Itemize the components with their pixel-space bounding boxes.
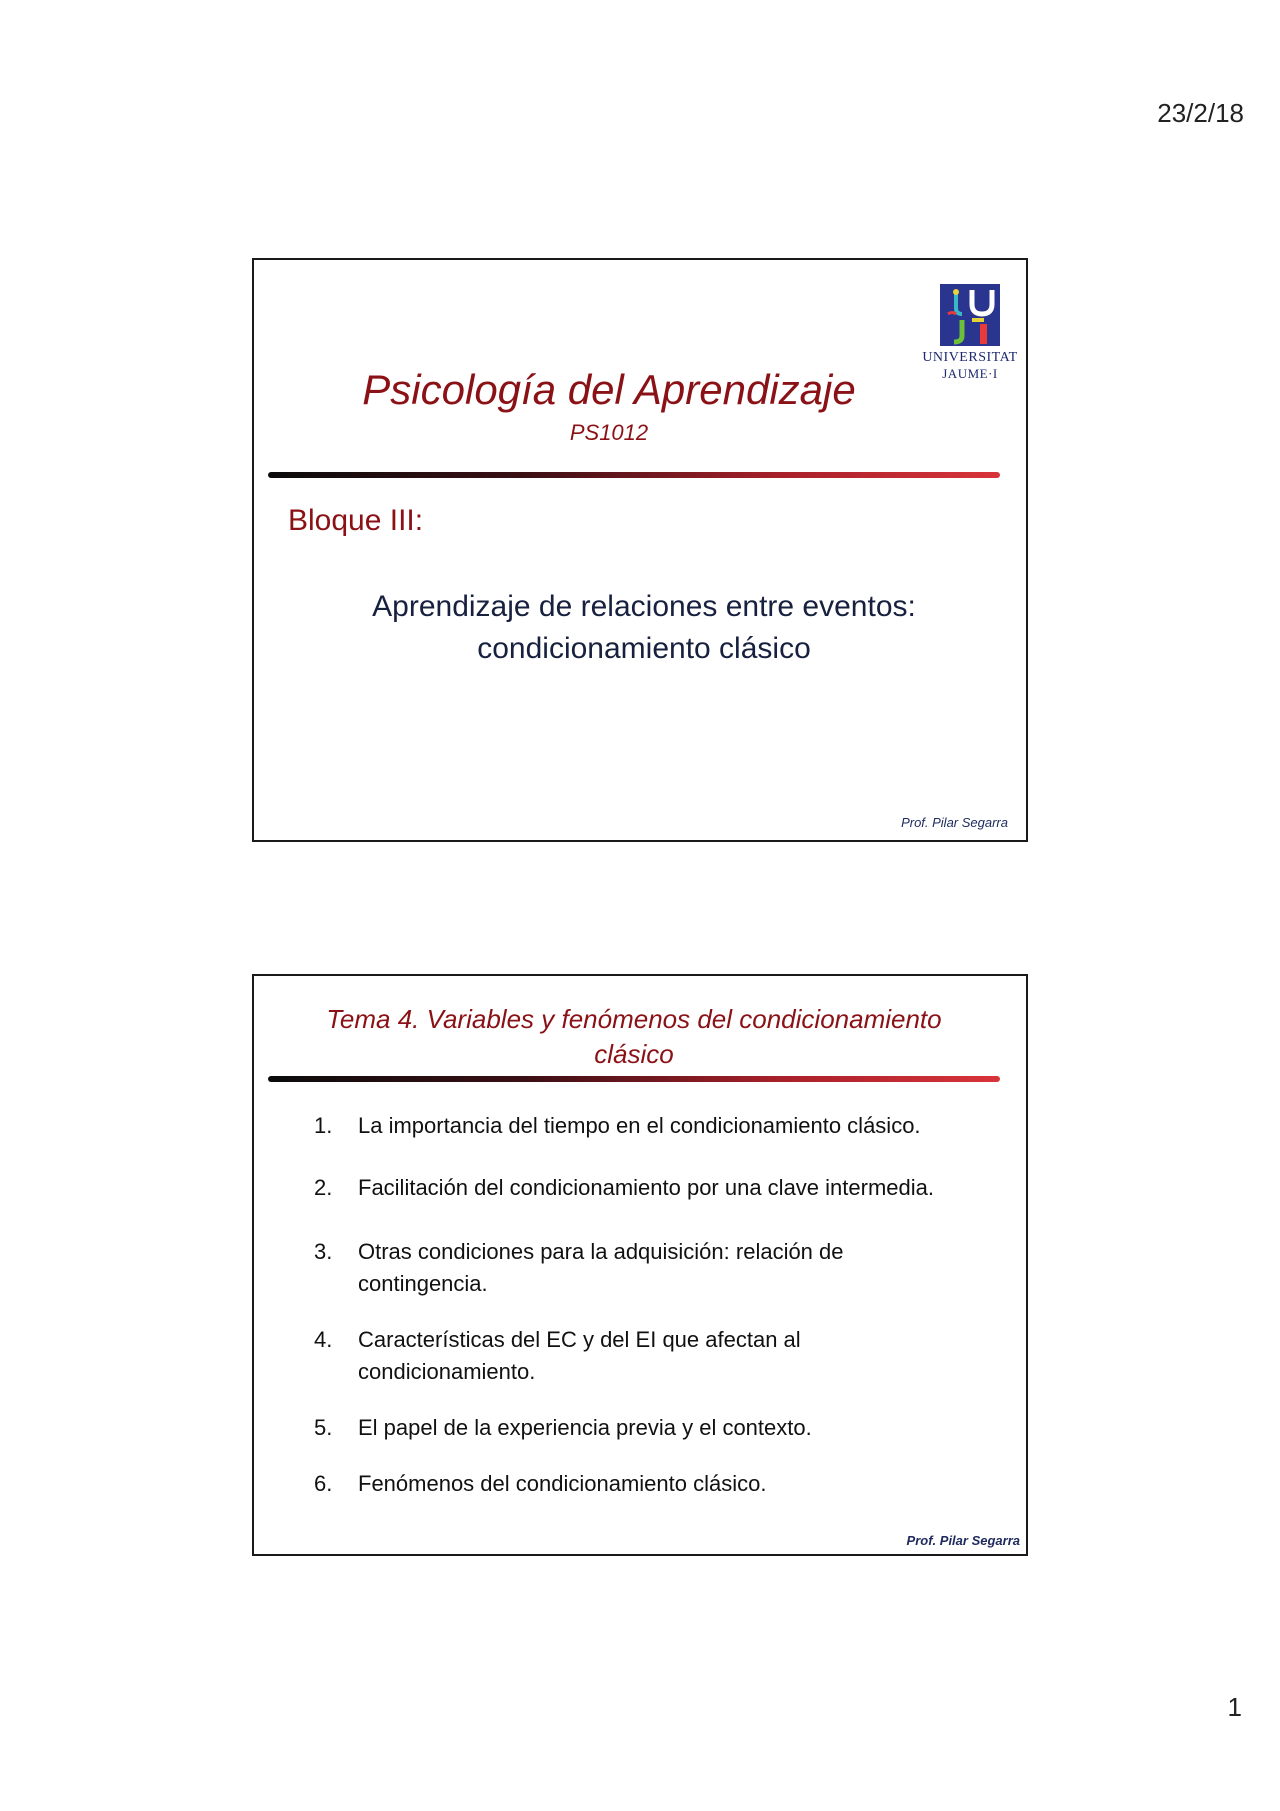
topic-number: 5.: [314, 1415, 333, 1440]
topic-item: [314, 1110, 994, 1142]
topic-text: Otras condiciones para la adquisición: relación de contingencia.: [358, 1239, 844, 1296]
author-credit: Prof. Pilar Segarra: [906, 1533, 1020, 1548]
topic-item: [314, 1468, 994, 1500]
topic-number: 1.: [314, 1113, 333, 1138]
university-logo-icon: [920, 284, 1020, 350]
topic-number: 4.: [314, 1327, 333, 1352]
page-date: 23/2/18: [1157, 98, 1244, 128]
topic-item: [314, 1412, 994, 1444]
topic-text: El papel de la experiencia previa y el contexto.: [358, 1415, 812, 1440]
topic-text: La importancia del tiempo en el condicionamiento clásico.: [358, 1113, 921, 1138]
course-code: PS1012: [569, 420, 649, 445]
tema-title: [294, 1002, 974, 1072]
logo-text-line2: JAUME·I: [942, 366, 998, 381]
topic-number: 6.: [314, 1471, 333, 1496]
slide-title: [252, 258, 1028, 842]
main-title: Psicología del Aprendizaje: [362, 366, 856, 413]
page-number: 1: [1227, 1692, 1242, 1722]
topic-text: Facilitación del condicionamiento por una clave intermedia.: [358, 1175, 934, 1200]
logo-text-line1: UNIVERSITAT: [922, 350, 1018, 365]
block-subtitle-line2: condicionamiento clásico: [477, 632, 811, 665]
topic-text: Fenómenos del condicionamiento clásico.: [358, 1471, 767, 1496]
topic-number: 3.: [314, 1239, 333, 1264]
topic-text: Características del EC y del EI que afectan al condicionamiento.: [358, 1327, 801, 1384]
author-credit: Prof. Pilar Segarra: [901, 815, 1008, 830]
topic-item: [314, 1172, 994, 1204]
topic-item: [314, 1236, 994, 1300]
block-heading: Bloque III:: [288, 504, 424, 537]
tema-title-line1: Tema 4. Variables y fenómenos del condicionamiento: [326, 1004, 942, 1034]
block-subtitle: [294, 586, 994, 670]
topic-list: [314, 1110, 994, 1500]
title-divider: [268, 472, 1000, 478]
tema-divider: [268, 1076, 1000, 1082]
topic-number: 2.: [314, 1175, 333, 1200]
tema-title-line2: clásico: [594, 1039, 674, 1069]
block-subtitle-line1: Aprendizaje de relaciones entre eventos:: [372, 590, 916, 623]
slide-topics: [252, 974, 1028, 1556]
topic-item: [314, 1324, 994, 1388]
